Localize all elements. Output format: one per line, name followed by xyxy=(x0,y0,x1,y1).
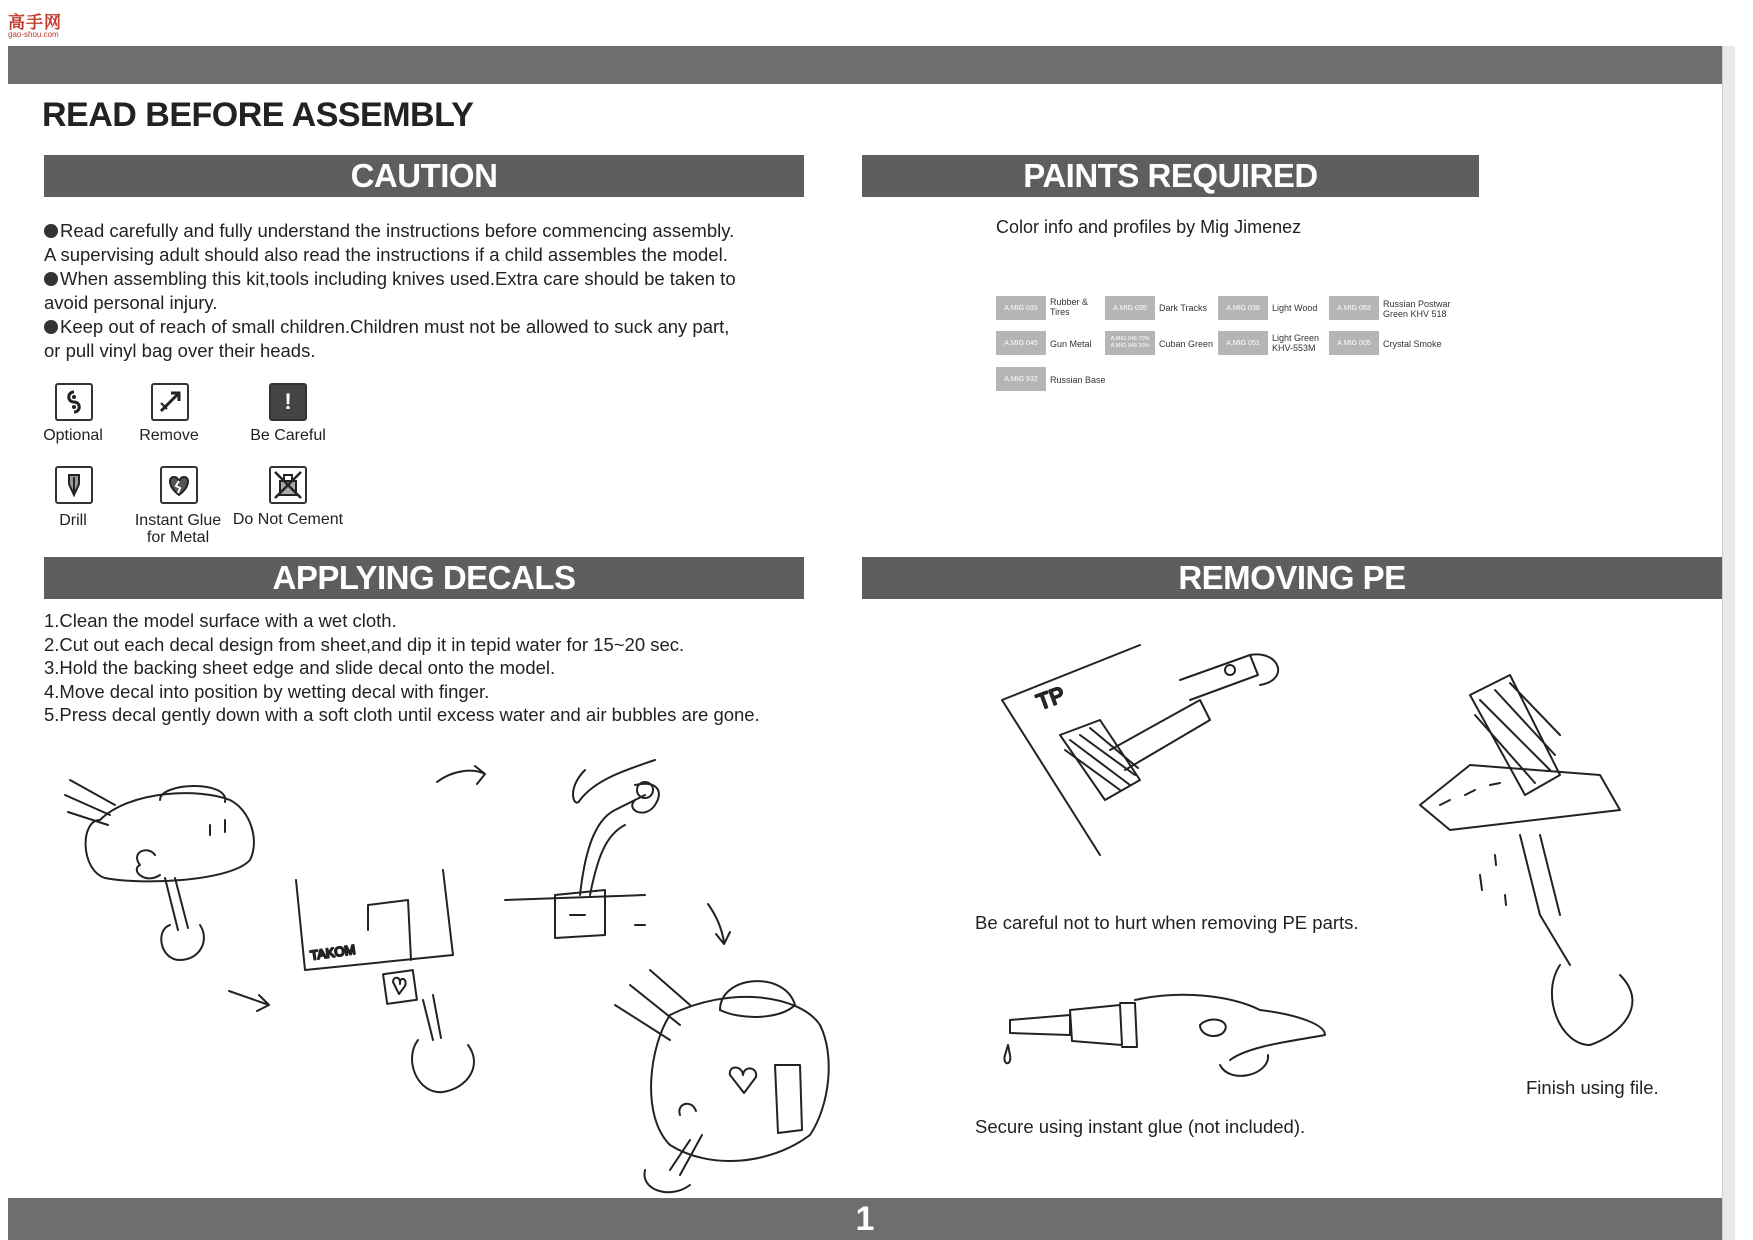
pe-fret-cutting-illustration xyxy=(1000,640,1300,860)
instant-glue-icon xyxy=(160,466,198,504)
file-illustration xyxy=(1420,665,1720,1065)
paint-swatch: A.MIG 035 xyxy=(1105,296,1155,320)
drill-label: Drill xyxy=(59,512,87,529)
be-careful-icon: ! xyxy=(269,383,307,421)
top-band xyxy=(8,46,1722,84)
paint-name: Crystal Smoke xyxy=(1383,339,1442,349)
slide-decal-illustration xyxy=(505,750,715,950)
paints-header: PAINTS REQUIRED xyxy=(862,155,1479,197)
paint-swatch: A.MIG 051 xyxy=(1218,331,1268,355)
instant-glue-label: Instant Glue for Metal xyxy=(134,512,222,546)
paint-swatch: A.MIG 063 xyxy=(1329,296,1379,320)
pe-header: REMOVING PE xyxy=(862,557,1722,599)
site-logo-sub: gao-shou.com xyxy=(8,30,59,39)
decals-header: APPLYING DECALS xyxy=(44,557,804,599)
paint-name: Russian Base xyxy=(1050,375,1106,385)
do-not-cement-label: Do Not Cement xyxy=(232,511,344,528)
bullet-icon xyxy=(44,320,58,334)
cut-decal-illustration xyxy=(293,860,493,1110)
paint-swatch: A.MIG 932 xyxy=(996,367,1046,391)
caution-line: or pull vinyl bag over their heads. xyxy=(44,340,316,361)
caution-line: Keep out of reach of small children.Children must not be allowed to suck any part, xyxy=(60,316,730,337)
paint-name: Russian Postwar Green KHV 518 xyxy=(1383,299,1451,319)
do-not-cement-icon xyxy=(269,466,307,504)
paint-swatch: A.MIG 045 xyxy=(996,331,1046,355)
wet-cloth-illustration xyxy=(60,760,260,990)
decal-step: 3.Hold the backing sheet edge and slide decal onto the model. xyxy=(44,657,556,678)
caution-line: avoid personal injury. xyxy=(44,292,218,313)
page-title: READ BEFORE ASSEMBLY xyxy=(42,96,474,134)
paint-swatch: A.MIG 038 xyxy=(1218,296,1268,320)
remove-label: Remove xyxy=(139,427,199,444)
paint-swatch-mix: A.MIG 048 70% A.MIG 048 30% xyxy=(1105,331,1155,355)
takom-sheet-label: TAKOM xyxy=(309,941,357,963)
caution-line: When assembling this kit,tools including knives used.Extra care should be taken to xyxy=(60,268,736,289)
remove-icon xyxy=(151,383,189,421)
pe-caption-glue: Secure using instant glue (not included). xyxy=(975,1116,1306,1137)
decal-step: 5.Press decal gently down with a soft cloth until excess water and air bubbles are gone. xyxy=(44,704,760,725)
arrow-icon xyxy=(704,900,734,950)
paint-name: Cuban Green xyxy=(1159,339,1214,349)
pe-caption-file: Finish using file. xyxy=(1526,1077,1659,1098)
optional-icon xyxy=(55,383,93,421)
paint-name: Light Wood xyxy=(1272,303,1318,313)
paint-swatch: A.MIG 033 xyxy=(996,296,1046,320)
caution-line: Read carefully and fully understand the instructions before commencing assembly. xyxy=(60,220,735,241)
decal-step: 4.Move decal into position by wetting decal with finger. xyxy=(44,680,490,702)
tp-fret-label: TP xyxy=(1033,681,1069,715)
bullet-icon xyxy=(44,272,58,286)
glue-bottle-illustration xyxy=(1000,975,1330,1085)
optional-label: Optional xyxy=(43,427,103,444)
press-decal-illustration xyxy=(610,965,840,1195)
arrow-icon xyxy=(433,760,493,790)
decal-step: 1.Clean the model surface with a wet cloth. xyxy=(44,610,397,631)
caution-line: A supervising adult should also read the instructions if a child assembles the model. xyxy=(44,244,728,265)
arrow-icon xyxy=(225,985,275,1015)
site-logo: 高手网 xyxy=(8,13,62,32)
page-edge xyxy=(1722,46,1735,1240)
paint-name: Rubber & Tires xyxy=(1050,297,1089,317)
paint-swatch: A.MIG 005 xyxy=(1329,331,1379,355)
decal-steps xyxy=(44,609,760,727)
caution-header: CAUTION xyxy=(44,155,804,197)
page-number: 1 xyxy=(855,1200,875,1238)
paints-subtitle: Color info and profiles by Mig Jimenez xyxy=(996,217,1302,237)
pe-caption-careful: Be careful not to hurt when removing PE parts. xyxy=(975,912,1359,933)
be-careful-label: Be Careful xyxy=(250,427,326,444)
drill-icon xyxy=(55,466,93,504)
bullet-icon xyxy=(44,224,58,238)
paint-name: Gun Metal xyxy=(1050,339,1092,349)
decal-step: 2.Cut out each decal design from sheet,and dip it in tepid water for 15~20 sec. xyxy=(44,633,685,655)
paint-name: Light Green KHV-553M xyxy=(1272,333,1320,353)
paint-name: Dark Tracks xyxy=(1159,303,1208,313)
caution-text xyxy=(44,219,844,363)
